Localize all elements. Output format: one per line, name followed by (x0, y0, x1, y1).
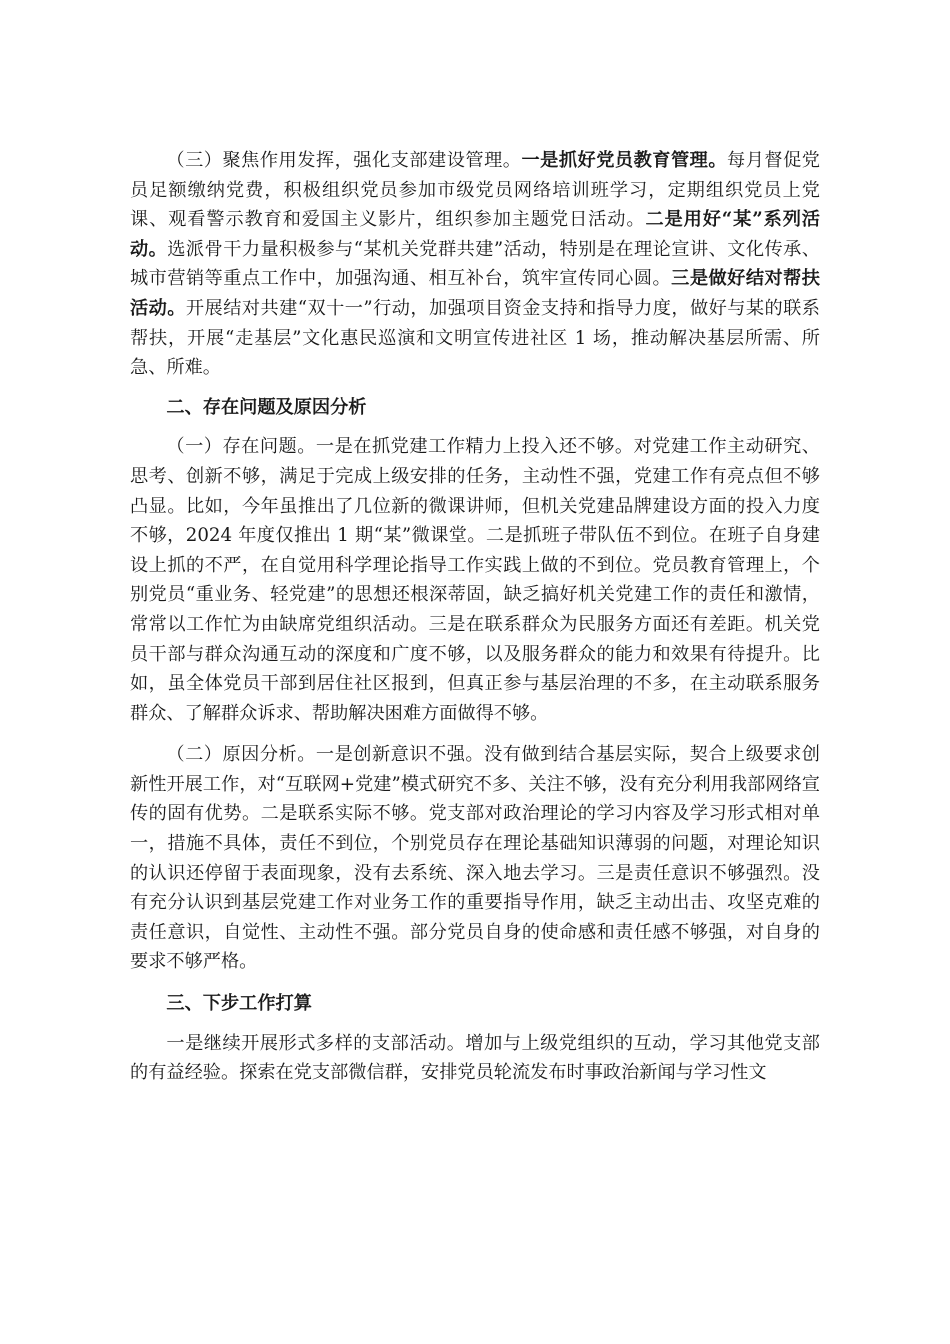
plans-paragraph: 一是继续开展形式多样的支部活动。增加与上级党组织的互动，学习其他党支部的有益经验。探索在党支部微信群，安排党员轮流发布时事政治新闻与学习性文 (130, 1032, 820, 1084)
section-3-paragraph (130, 146, 820, 383)
section-heading-plans: 三、下步工作打算 (166, 993, 312, 1015)
document-page (130, 146, 820, 1100)
point-1-title: 一是抓好党员教育管理。 (521, 150, 728, 171)
point-3-text: 开展结对共建“双十一”行动，加强项目资金支持和指导力度，做好与某的联系帮扶，开展“走基层”文化惠民巡演和文明宣传进社区 1 场，推动解决基层所需、所急、所难。 (130, 297, 820, 379)
causes-paragraph: （二）原因分析。一是创新意识不强。没有做到结合基层实际，契合上级要求创新性开展工作，对“互联网+党建”模式研究不多、关注不够，没有充分利用我部网络宣传的固有优势。二是联系实际不够。党支部对政治理论的学习内容及学习形式相对单一，措施不具体，责任不到位，个别党员存在理论基础知识薄弱的问题，对理论知识的认识还停留于表面现象，没有去系统、深入地去学习。三是责任意识不够强烈。没有充分认识到基层党建工作对业务工作的重要指导作用，缺乏主动出击、攻坚克难的责任意识，自觉性、主动性不强。部分党员自身的使命感和责任感不够强，对自身的要求不够严格。 (130, 744, 820, 973)
point-2-title: 二是用好“某”系列活动。 (130, 209, 820, 260)
point-3-title: 三是做好结对帮扶活动。 (130, 268, 820, 319)
section-3-lead: （三）聚焦作用发挥，强化支部建设管理。 (166, 150, 522, 171)
point-2-text: 选派骨干力量积极参与“某机关党群共建”活动，特别是在理论宣讲、文化传承、城市营销等重点工作中，加强沟通、相互补台，筑牢宣传同心圆。 (130, 238, 820, 290)
problems-paragraph: （一）存在问题。一是在抓党建工作精力上投入还不够。对党建工作主动研究、思考、创新不够，满足于完成上级安排的任务，主动性不强，党建工作有亮点但不够凸显。比如，今年虽推出了几位新的微课讲师，但机关党建品牌建设方面的投入力度不够，2024 年度仅推出 1 期“某”微课堂。二是抓班子带队伍不到位。在班子自身建设上抓的不严，在自觉用科学理论指导工作实践上做的不到位。党员教育管理上，个别党员“重业务、轻党建”的思想还根深蒂固，缺乏搞好机关党建工作的责任和激情，常常以工作忙为由缺席党组织活动。三是在联系群众为民服务方面还有差距。机关党员干部与群众沟通互动的深度和广度不够，以及服务群众的能力和效果有待提升。比如，虽全体党员干部到居住社区报到，但真正参与基层治理的不多，在主动联系服务群众、了解群众诉求、帮助解决困难方面做得不够。 (130, 436, 820, 724)
section-heading-problems: 二、存在问题及原因分析 (166, 396, 367, 418)
point-1-text: 每月督促党员足额缴纳党费，积极组织党员参加市级党员网络培训班学习，定期组织党员上党课、观看警示教育和爱国主义影片，组织参加主题党日活动。 (130, 150, 820, 231)
